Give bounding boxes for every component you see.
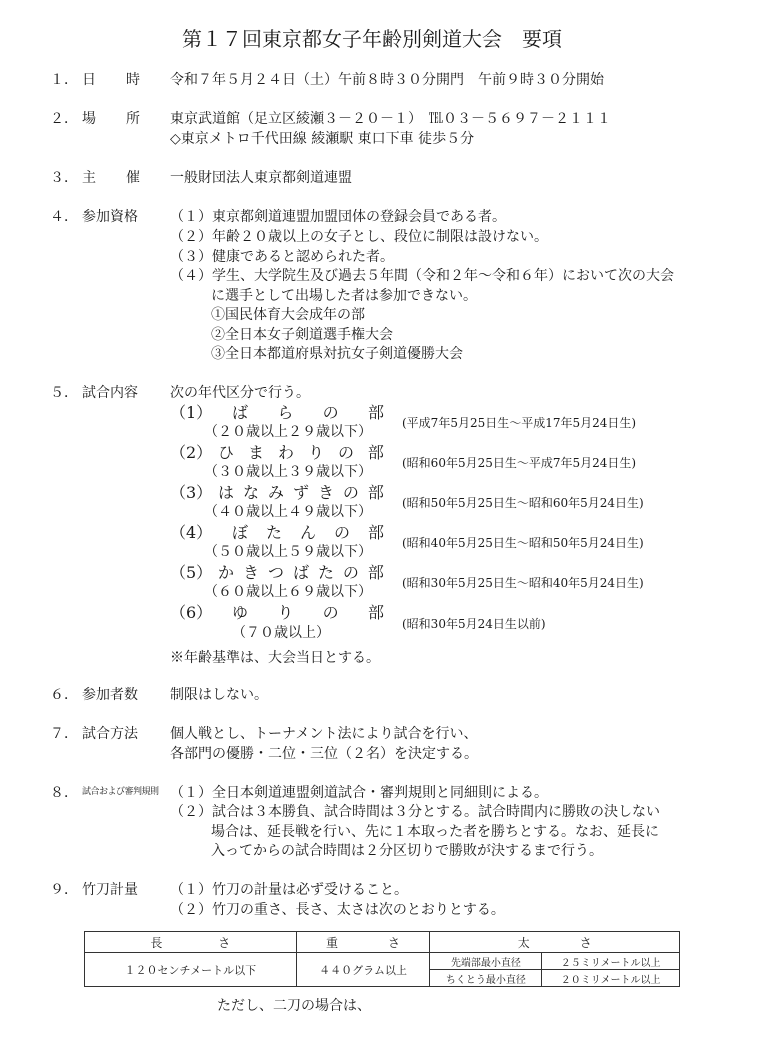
division-name: ゆ り の 部	[232, 603, 384, 622]
section-4-item-1: （１）東京都剣道連盟加盟団体の登録会員である者。	[170, 209, 506, 225]
section-1-text: 令和７年５月２４日（土）午前８時３０分開門 午前９時３０分開始	[170, 72, 604, 88]
section-2-label: 場 所	[82, 111, 140, 127]
section-4-item-4: （４）学生、大学院生及び過去５年間（令和２年～令和６年）において次の大会	[170, 268, 674, 284]
section-2-line-2: ◇東京メトロ千代田線 綾瀬駅 東口下車 徒歩５分	[170, 131, 475, 147]
section-9-number: ９．	[50, 882, 78, 898]
section-5-number: ５．	[50, 385, 78, 401]
section-8-label: 試合および審判規則	[82, 787, 159, 797]
division-age: （７０歳以上）	[232, 625, 330, 641]
section-4-item-4-cont: に選手として出場した者は参加できない。	[211, 288, 477, 304]
division-name: ぼ た ん の 部	[232, 523, 384, 542]
division-birth-range: (平成7年5月25日生～平成17年5月24日生)	[402, 416, 637, 430]
section-5-label: 試合内容	[82, 385, 138, 401]
section-6-label: 参加者数	[82, 687, 138, 703]
section-4-sub-2: ②全日本女子剣道選手権大会	[211, 327, 393, 343]
division-age: （３０歳以上３９歳以下）	[204, 464, 372, 480]
section-8-number: ８．	[50, 785, 78, 801]
division-name: ば ら の 部	[232, 403, 384, 422]
section-6-number: ６．	[50, 687, 78, 703]
division-number: （5）	[170, 563, 213, 582]
header-thickness: 太 さ	[430, 932, 680, 953]
division-number: （3）	[170, 483, 213, 502]
section-7-number: ７．	[50, 726, 78, 742]
division-birth-range: (昭和30年5月24日生以前)	[402, 617, 546, 631]
document-title: 第１７回東京都女子年齢別剣道大会 要項	[182, 27, 562, 51]
section-6-text: 制限はしない。	[170, 687, 268, 703]
division-number: （2）	[170, 443, 213, 462]
division-name: は な み ず き の 部	[218, 483, 384, 502]
section-4-sub-1: ①国民体育大会成年の部	[211, 307, 365, 323]
shinai-spec-table	[84, 931, 680, 987]
footer-note: ただし、二刀の場合は、	[217, 998, 371, 1014]
section-9-line-1: （１）竹刀の計量は必ず受けること。	[170, 882, 408, 898]
section-4-item-2: （２）年齢２０歳以上の女子とし、段位に制限は設けない。	[170, 229, 548, 245]
division-age: （６０歳以上６９歳以下）	[204, 584, 372, 600]
section-4-item-3: （３）健康であると認められた者。	[170, 249, 394, 265]
section-1-number: １．	[50, 72, 78, 88]
section-8-line-1: （１）全日本剣道連盟剣道試合・審判規則と同細則による。	[170, 785, 548, 801]
header-length: 長 さ	[85, 932, 297, 953]
division-number: （1）	[170, 403, 213, 422]
chikuto-diameter-label: ちくとう最小直径	[430, 970, 542, 987]
division-age: （５０歳以上５９歳以下）	[204, 544, 372, 560]
section-5-intro: 次の年代区分で行う。	[170, 385, 310, 401]
section-2-line-1: 東京武道館（足立区綾瀬３－２０－１） ℡０３－５６９７－２１１１	[170, 111, 611, 127]
section-9-label: 竹刀計量	[82, 882, 138, 898]
section-1-label: 日 時	[82, 72, 140, 88]
division-birth-range: (昭和40年5月25日生～昭和50年5月24日生)	[402, 536, 644, 550]
weight-value: ４４０グラム以上	[296, 953, 430, 987]
section-4-number: ４．	[50, 209, 78, 225]
section-3-label: 主 催	[82, 170, 140, 186]
division-age: （４０歳以上４９歳以下）	[204, 504, 372, 520]
section-4-sub-3: ③全日本都道府県対抗女子剣道優勝大会	[211, 346, 463, 362]
section-8-line-2: （２）試合は３本勝負、試合時間は３分とする。試合時間内に勝敗の決しない	[170, 804, 660, 820]
division-name: ひ ま わ り の 部	[218, 443, 384, 462]
division-birth-range: (昭和50年5月25日生～昭和60年5月24日生)	[402, 496, 644, 510]
tip-diameter-label: 先端部最小直径	[430, 953, 542, 970]
section-2-number: ２．	[50, 111, 78, 127]
division-age: （２０歳以上２９歳以下）	[204, 424, 372, 440]
section-7-line-2: 各部門の優勝・二位・三位（２名）を決定する。	[170, 746, 478, 762]
length-value: １２０センチメートル以下	[85, 953, 297, 987]
section-3-number: ３．	[50, 170, 78, 186]
division-name: か き つ ば た の 部	[218, 563, 384, 582]
section-8-line-4: 入ってからの試合時間は２分区切りで勝敗が決するまで行う。	[211, 843, 603, 859]
tip-diameter-value: ２５ミリメートル以上	[542, 953, 680, 970]
section-8-line-3: 場合は、延長戦を行い、先に１本取った者を勝ちとする。なお、延長に	[211, 824, 659, 840]
division-number: （4）	[170, 523, 213, 542]
section-9-line-2: （２）竹刀の重さ、長さ、太さは次のとおりとする。	[170, 902, 505, 918]
chikuto-diameter-value: ２０ミリメートル以上	[542, 970, 680, 987]
section-4-label: 参加資格	[82, 209, 138, 225]
header-weight: 重 さ	[296, 932, 430, 953]
division-birth-range: (昭和60年5月25日生～平成7年5月24日生)	[402, 456, 637, 470]
section-7-line-1: 個人戦とし、トーナメント法により試合を行い、	[170, 726, 478, 742]
section-7-label: 試合方法	[82, 726, 138, 742]
section-3-text: 一般財団法人東京都剣道連盟	[170, 170, 352, 186]
division-birth-range: (昭和30年5月25日生～昭和40年5月24日生)	[402, 576, 644, 590]
section-5-note: ※年齢基準は、大会当日とする。	[170, 650, 380, 666]
division-number: （6）	[170, 603, 213, 622]
